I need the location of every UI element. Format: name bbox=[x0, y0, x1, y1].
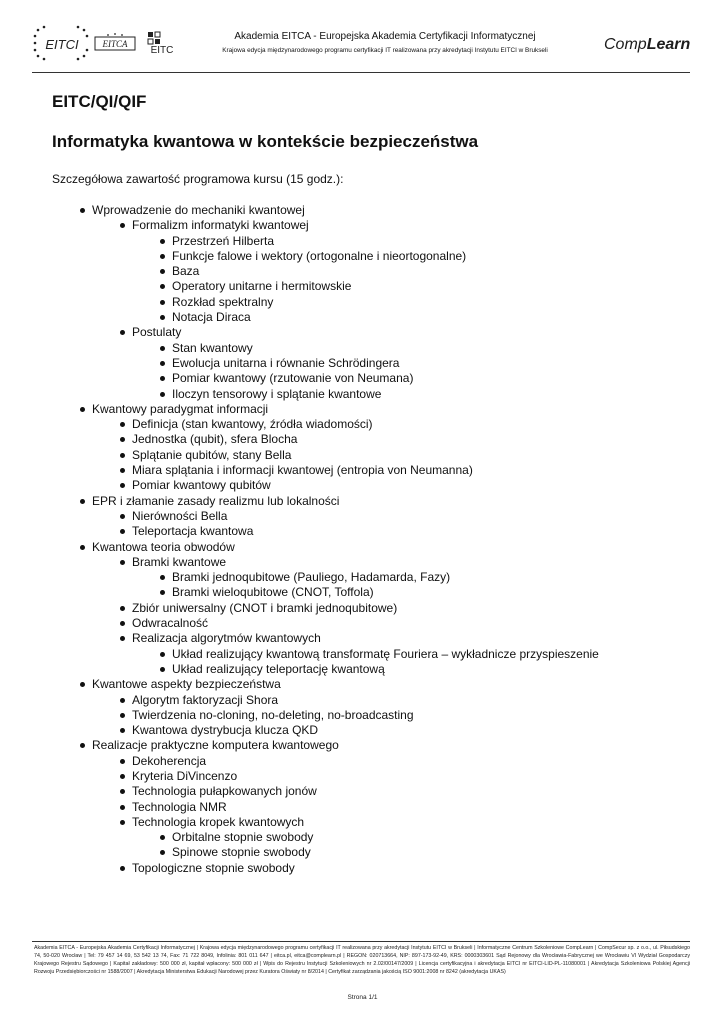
outline-item-label: Formalizm informatyki kwantowej bbox=[132, 218, 309, 233]
outline-item-level1 bbox=[52, 540, 692, 678]
complearn-logo-light: Comp bbox=[604, 36, 647, 53]
outline-item-level3 bbox=[132, 371, 692, 386]
outline-item-level2 bbox=[92, 631, 692, 677]
outline-item-label: Notacja Diraca bbox=[172, 310, 251, 325]
outline-item-level3 bbox=[132, 356, 692, 371]
outline-sublist bbox=[132, 218, 692, 402]
outline-item-label: Teleportacja kwantowa bbox=[132, 524, 254, 539]
outline-item-level2 bbox=[92, 693, 692, 708]
outline-item-level2 bbox=[92, 448, 692, 463]
outline-item-level3 bbox=[132, 310, 692, 325]
outline-item-label: Funkcje falowe i wektory (ortogonalne i nieortogonalne) bbox=[172, 248, 467, 263]
outline-item-level2 bbox=[92, 509, 692, 524]
eitci-logo-text: EITCI bbox=[45, 37, 79, 52]
outline-item-label: Technologia pułapkowanych jonów bbox=[132, 784, 317, 799]
outline-item-label: Nierówności Bella bbox=[132, 508, 228, 523]
outline-sublist bbox=[132, 570, 692, 601]
outline-item-level3 bbox=[132, 647, 692, 662]
outline-item-label: Topologiczne stopnie swobody bbox=[132, 860, 295, 875]
outline-item-level2 bbox=[92, 432, 692, 447]
outline-item-label: Iloczyn tensorowy i splątanie kwantowe bbox=[172, 386, 382, 401]
outline-item-label: Bramki jednoqubitowe (Pauliego, Hadamarda, Fazy) bbox=[172, 570, 451, 585]
outline-item-label: Jednostka (qubit), sfera Blocha bbox=[132, 432, 298, 447]
outline-item-label: Splątanie qubitów, stany Bella bbox=[132, 447, 292, 462]
outline-item-level2 bbox=[92, 325, 692, 401]
outline-item-level3 bbox=[132, 662, 692, 677]
outline-item-level3 bbox=[132, 570, 692, 585]
outline-item-level3 bbox=[132, 830, 692, 845]
outline-item-level2 bbox=[92, 754, 692, 769]
outline-item-label: Ewolucja unitarna i równanie Schrödingera bbox=[172, 355, 400, 370]
outline-item-level1 bbox=[52, 738, 692, 876]
outline-sublist bbox=[132, 555, 692, 677]
outline-item-label: Wprowadzenie do mechaniki kwantowej bbox=[92, 203, 305, 217]
outline-item-level1 bbox=[52, 494, 692, 540]
outline-item-level2 bbox=[92, 478, 692, 493]
outline-item-label: Kryteria DiVincenzo bbox=[132, 768, 238, 783]
outline-item-level3 bbox=[132, 279, 692, 294]
course-outline bbox=[52, 203, 692, 876]
outline-item-label: Rozkład spektralny bbox=[172, 294, 274, 309]
outline-item-level2 bbox=[92, 601, 692, 616]
outline-item-label: Bramki wieloqubitowe (CNOT, Toffola) bbox=[172, 585, 374, 600]
outline-item-level2 bbox=[92, 723, 692, 738]
outline-item-level2 bbox=[92, 218, 692, 325]
outline-item-label: Układ realizujący teleportację kwantową bbox=[172, 661, 385, 676]
footer-divider bbox=[32, 941, 690, 942]
outline-item-level2 bbox=[92, 417, 692, 432]
outline-sublist bbox=[132, 830, 692, 861]
outline-item-label: Definicja (stan kwantowy, źródła wiadomości) bbox=[132, 417, 373, 432]
outline-item-level2 bbox=[92, 463, 692, 478]
outline-item-label: Pomiar kwantowy (rzutowanie von Neumana) bbox=[172, 371, 414, 386]
outline-item-level3 bbox=[132, 264, 692, 279]
outline-item-label: Dekoherencja bbox=[132, 753, 207, 768]
eitca-logo bbox=[94, 32, 136, 54]
outline-item-level3 bbox=[132, 585, 692, 600]
outline-sublist bbox=[132, 417, 692, 493]
outline-sublist bbox=[132, 341, 692, 402]
outline-sublist bbox=[132, 693, 692, 739]
header-title: Akademia EITCA - Europejska Akademia Certyfikacji Informatycznej bbox=[234, 31, 536, 42]
outline-item-level1 bbox=[52, 402, 692, 494]
outline-sublist bbox=[132, 754, 692, 876]
outline-item-label: Kwantowe aspekty bezpieczeństwa bbox=[92, 677, 281, 692]
outline-item-level2 bbox=[92, 616, 692, 631]
outline-item-level3 bbox=[132, 341, 692, 356]
outline-item-label: Stan kwantowy bbox=[172, 340, 253, 355]
outline-item-label: Zbiór uniwersalny (CNOT i bramki jednoqubitowe) bbox=[132, 600, 398, 615]
outline-item-level2 bbox=[92, 784, 692, 799]
course-intro: Szczegółowa zawartość programowa kursu (15 godz.): bbox=[52, 172, 344, 186]
outline-item-label: Bramki kwantowe bbox=[132, 554, 227, 569]
outline-item-level2 bbox=[92, 555, 692, 601]
outline-item-label: Algorytm faktoryzacji Shora bbox=[132, 692, 279, 707]
header-subtitle: Krajowa edycja międzynarodowego programu certyfikacji IT realizowana przy akredytacji Instytutu EITCI w Brukseli bbox=[222, 47, 548, 54]
footer-legal-text: Akademia EITCA - Europejska Akademia Certyfikacji Informatycznej | Krajowa edycja międzynarodowego programu certyfikacji IT realizowana przy akredytacji Instytutu EITCI w Brukseli | Informatyczne Centrum Szkoleniowe CompLearn | CompSecur sp. z o.o., ul. Piłsudskiego 74, 50-020 Wrocław | Tel: 79 457 14 69, 53 542 13 74, Fax: 71 722 8049, Infolinia: 801 011 647 | eitca.pl, eitca@complearn.pl | REGON: 020713664, NIP: 897-173-92-49, KRS: 0000303601 Sąd Rejonowy dla Wrocławia-Fabrycznej we Wrocławiu VI Wydział Gospodarczy Krajowego Rejestru Sądowego | Kapitał zakładowy: 500 000 zł, kapitał wpłacony: 500 000 zł | Wpis do Rejestru Instytucji Szkoleniowych nr 2.02/00147/2009 | Licencja certyfikacyjna i akredytacja EITCI nr EITCI-LID-PL-11080001 | Akredytacja Szkoleniowa Polskiej Agencji Rozwoju Przedsiębiorczości nr 1588/2007 | Akredytacja Ministerstwa Edukacji Narodowej przez Kuratora Oświaty nr 8/2014 | Certyfikat zarządzania jakością ISO 9001:2008 nr 8242 (akredytacja UKAS) bbox=[34, 945, 690, 975]
outline-item-label: Miara splątania i informacji kwantowej (entropia von Neumanna) bbox=[132, 463, 473, 478]
outline-item-label: Kwantowy paradygmat informacji bbox=[92, 401, 269, 416]
outline-item-level2 bbox=[92, 800, 692, 815]
page-header bbox=[0, 0, 725, 72]
course-title: Informatyka kwantowa w kontekście bezpieczeństwa bbox=[52, 132, 479, 151]
outline-item-label: Twierdzenia no-cloning, no-deleting, no-broadcasting bbox=[132, 707, 414, 722]
outline-item-level3 bbox=[132, 234, 692, 249]
outline-item-label: Realizacje praktyczne komputera kwantowego bbox=[92, 738, 339, 753]
outline-item-label: Układ realizujący kwantową transformatę Fouriera – wykładnicze przyspieszenie bbox=[172, 646, 599, 661]
page-number: Strona 1/1 bbox=[347, 994, 378, 1001]
outline-item-label: Realizacja algorytmów kwantowych bbox=[132, 631, 321, 646]
outline-item-level2 bbox=[92, 769, 692, 784]
outline-item-level3 bbox=[132, 295, 692, 310]
course-code: EITC/QI/QIF bbox=[52, 92, 147, 111]
outline-item-label: Operatory unitarne i hermitowskie bbox=[172, 279, 352, 294]
outline-sublist bbox=[132, 647, 692, 678]
outline-item-label: Postulaty bbox=[132, 325, 182, 340]
outline-item-level2 bbox=[92, 815, 692, 861]
complearn-logo bbox=[604, 36, 690, 54]
outline-item-label: EPR i złamanie zasady realizmu lub lokalności bbox=[92, 493, 340, 508]
outline-item-label: Kwantowa dystrybucja klucza QKD bbox=[132, 723, 319, 738]
outline-item-level1 bbox=[52, 203, 692, 402]
outline-item-level1 bbox=[52, 677, 692, 738]
outline-item-label: Baza bbox=[172, 264, 200, 279]
eitca-logo-text: EITCA bbox=[102, 39, 128, 49]
outline-item-label: Technologia kropek kwantowych bbox=[132, 814, 305, 829]
outline-item-label: Orbitalne stopnie swobody bbox=[172, 830, 314, 845]
outline-item-level3 bbox=[132, 249, 692, 264]
complearn-logo-bold: Learn bbox=[646, 36, 691, 53]
outline-sublist bbox=[132, 509, 692, 540]
eitc-logo-text: EITC bbox=[150, 45, 174, 56]
outline-item-level3 bbox=[132, 845, 692, 860]
eitc-logo bbox=[146, 30, 176, 56]
outline-item-label: Spinowe stopnie swobody bbox=[172, 845, 311, 860]
outline-item-label: Pomiar kwantowy qubitów bbox=[132, 478, 271, 493]
outline-item-label: Technologia NMR bbox=[132, 799, 227, 814]
outline-item-level2 bbox=[92, 861, 692, 876]
outline-item-level2 bbox=[92, 524, 692, 539]
outline-item-level3 bbox=[132, 387, 692, 402]
outline-item-label: Odwracalność bbox=[132, 616, 209, 631]
header-divider bbox=[32, 72, 690, 73]
outline-sublist bbox=[132, 234, 692, 326]
outline-item-label: Kwantowa teoria obwodów bbox=[92, 539, 235, 554]
outline-item-level2 bbox=[92, 708, 692, 723]
outline-item-label: Przestrzeń Hilberta bbox=[172, 233, 275, 248]
header-text bbox=[180, 30, 590, 56]
eitci-logo bbox=[32, 24, 90, 62]
document-body bbox=[52, 92, 692, 876]
